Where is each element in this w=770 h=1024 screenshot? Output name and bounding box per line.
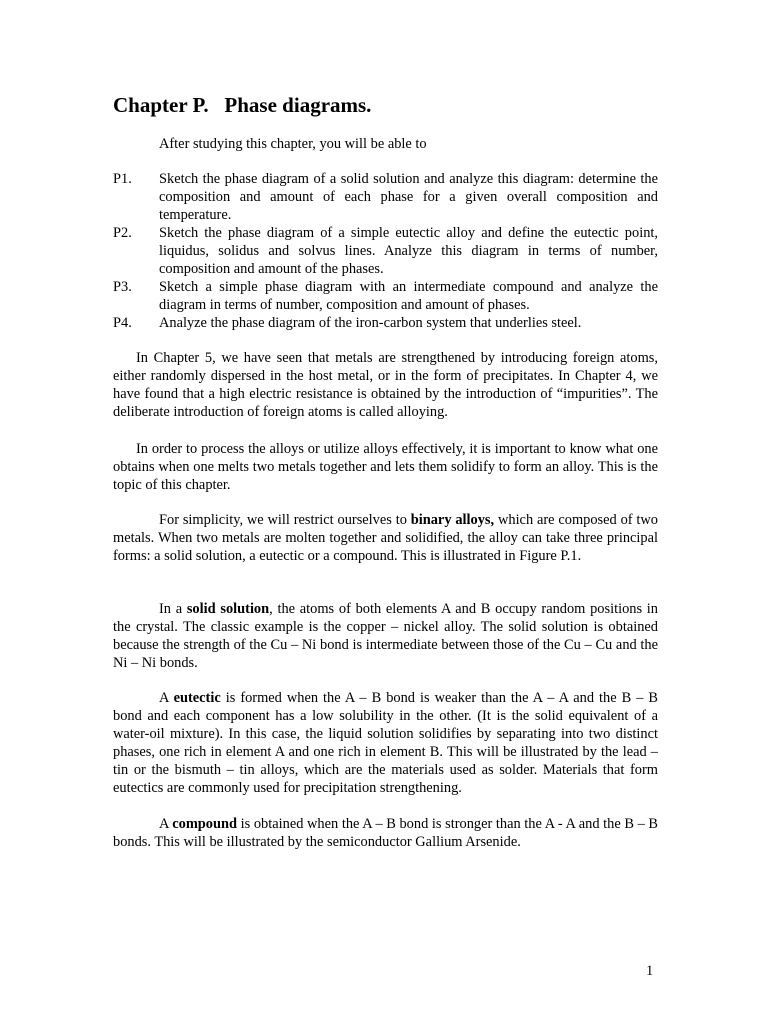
paragraph-text: For simplicity, we will restrict ourselves to [159, 512, 411, 528]
paragraph-process: In order to process the alloys or utilize alloys effectively, it is important to know what one obtains when one melts two metals together and lets them solidify to form an alloy. This is the topic of this chapter. [113, 441, 658, 493]
paragraph-text: A [159, 816, 173, 832]
paragraph-text: is obtained when the A – B bond is stronger than the A - A and the B – B bonds. This will be illustrated by the semiconductor Gallium Arsenide. [113, 816, 659, 850]
objective-label: P2. [113, 225, 132, 241]
bold-term-eutectic: eutectic [173, 690, 221, 706]
bold-term-binary-alloys: binary alloys, [410, 512, 495, 528]
objective-item [113, 314, 658, 332]
objective-label: P3. [113, 279, 132, 295]
paragraph-compound [113, 815, 658, 851]
intro-text: After studying this chapter, you will be able to [159, 136, 427, 152]
paragraph-solid-solution [113, 600, 658, 672]
paragraph-binary-alloys [113, 511, 658, 565]
paragraph-text: In a [159, 601, 187, 617]
paragraph-text: , the atoms of both elements A and B occupy random positions in the crystal. The classic example is the copper – nickel alloy. The solid solution is obtained because the strength of the Cu – Ni bond is intermediate between those of the Cu – Cu and the Ni – Ni bonds. [113, 601, 658, 671]
chapter-title: Chapter P. Phase diagrams. [113, 93, 372, 117]
objective-text: Sketch the phase diagram of a simple eutectic alloy and define the eutectic point, liquidus, solidus and solvus lines. Analyze this diagram in terms of number, composition and amount of the phases. [159, 225, 658, 277]
objective-item [113, 278, 658, 314]
bold-term-compound: compound [172, 816, 238, 832]
learning-objectives-list [113, 170, 658, 332]
paragraph-text: A [159, 690, 174, 706]
page-number: 1 [646, 963, 654, 979]
paragraph-text: is formed when the A – B bond is weaker than the A – A and the B – B bond and each component has a low solubility in the other. (It is the solid equivalent of a water-oil mixture). In this case, the liquid solution solidifies by separating into two distinct phases, one rich in element A and one rich in element B. This will be illustrated by the lead – tin or the bismuth – tin alloys, which are the materials used as solder. Materials that form eutectics are commonly used for precipitation strengthening. [113, 690, 658, 796]
objective-label: P1. [113, 171, 132, 187]
objective-text: Sketch the phase diagram of a solid solution and analyze this diagram: determine the composition and amount of each phase for a given overall composition and temperature. [159, 171, 658, 223]
objective-label: P4. [113, 315, 132, 331]
objective-text: Analyze the phase diagram of the iron-carbon system that underlies steel. [159, 315, 582, 331]
objective-text: Sketch a simple phase diagram with an intermediate compound and analyze the diagram in terms of number, composition and amount of phases. [159, 279, 658, 313]
bold-term-solid-solution: solid solution [186, 601, 270, 617]
paragraph-eutectic [113, 689, 658, 797]
objective-item [113, 224, 658, 278]
paragraph-text: which are composed of two metals. When two metals are molten together and solidified, the alloy can take three principal forms: a solid solution, a eutectic or a compound. This is illustrated in Figure P.1. [113, 512, 658, 564]
paragraph-alloying: In Chapter 5, we have seen that metals are strengthened by introducing foreign atoms, either randomly dispersed in the host metal, or in the form of precipitates. In Chapter 4, we have found that a high electric resistance is obtained by the introduction of “impurities”. The deliberate introduction of foreign atoms is called alloying. [113, 350, 658, 420]
objective-item [113, 170, 658, 224]
